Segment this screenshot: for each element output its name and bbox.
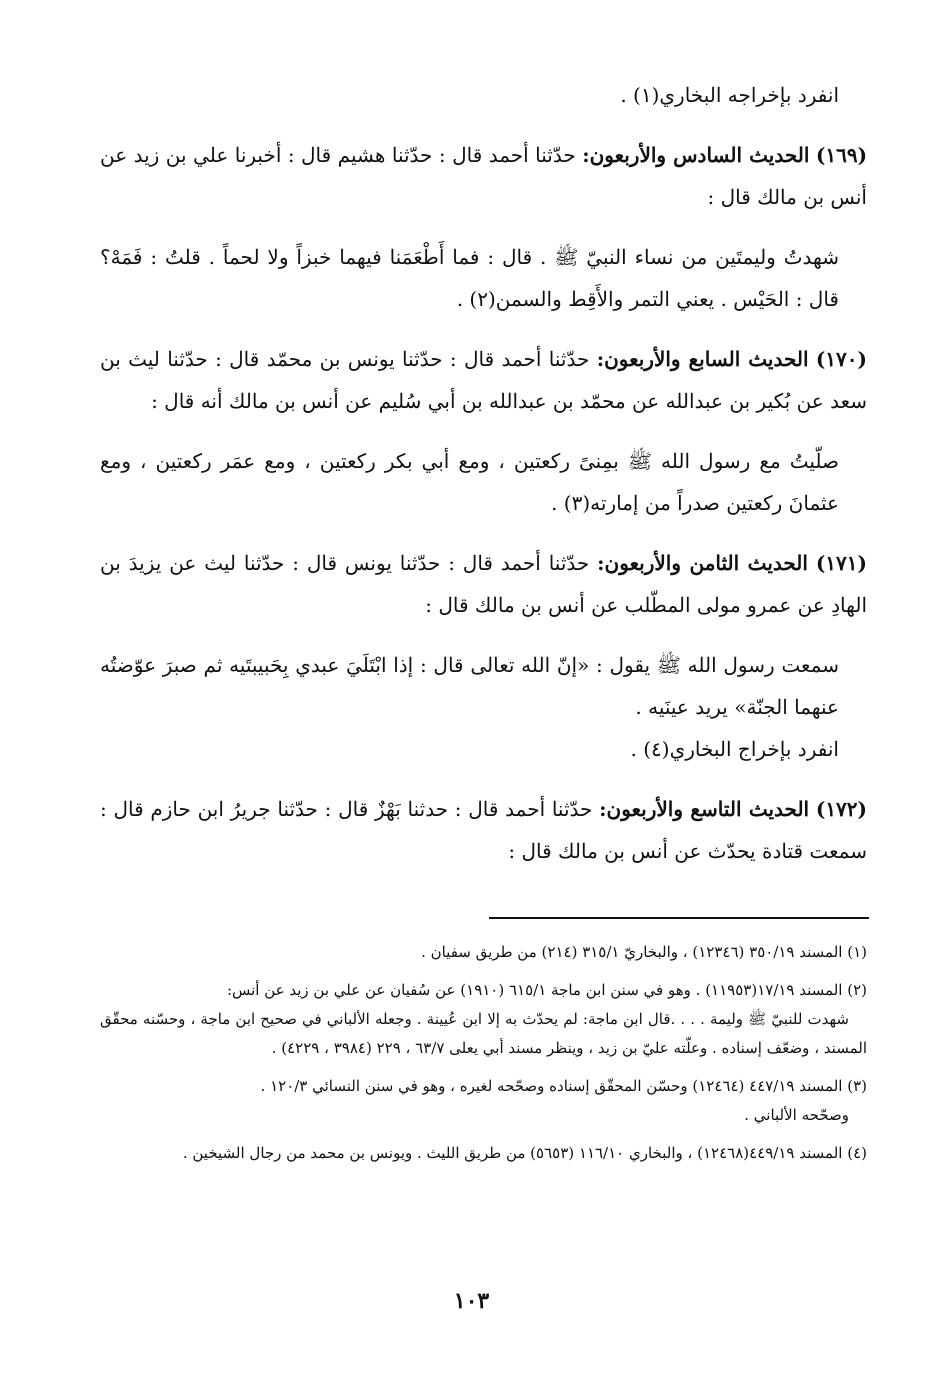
hadith-title: الحديث التاسع والأربعون:	[599, 797, 810, 821]
hadith-isnad: حدّثنا أحمد قال : حدثنا بَهْزٌ قال : حدّثنا جريرُ ابن حازم قال : سمعت قتادة يحدّث عن أنس بن مالك قال :	[100, 797, 867, 863]
footnote-separator	[489, 917, 869, 919]
footnote-continuation: وصحّحه الألباني .	[744, 1106, 849, 1124]
hadith-isnad: حدّثنا أحمد قال : حدّثنا هشيم قال : أخبرنا علي بن زيد عن أنس بن مالك قال :	[100, 143, 867, 209]
hadith-title: الحديث الثامن والأربعون:	[597, 551, 808, 575]
footnote-text: (٣) المسند ٤٤٧/١٩ (١٢٤٦٤) وحسّن المحقّق إسناده وصحّحه لغيره ، وهو في سنن النسائي ١٢٠/٣ .	[260, 1077, 867, 1095]
page-number: ١٠٣	[453, 1288, 490, 1314]
footnote-text: (١) المسند ٣٥٠/١٩ (١٢٣٤٦) ، والبخاريّ ٣١٥/١ (٢١٤) من طريق سفيان .	[421, 943, 867, 961]
footnote-4	[100, 1139, 867, 1168]
hadith-isnad: حدّثنا أحمد قال : حدّثنا يونس قال : حدّثنا ليث عن يزيدَ بن الهادِ عن عمرو مولى المطّلب عن أنس بن مالك قال :	[100, 551, 867, 617]
footnotes	[100, 938, 867, 1177]
hadith-171-heading	[100, 542, 867, 626]
hadith-title: الحديث السادس والأربعون:	[582, 143, 810, 167]
hadith-isnad: حدّثنا أحمد قال : حدّثنا يونس بن محمّد قال : حدّثنا ليث بن سعد عن بُكير بن عبدالله عن محمّد بن عبدالله بن أبي سُليم عن أنس بن مالك أنه قال :	[100, 347, 867, 413]
hadith-number: (١٧٠)	[815, 347, 867, 371]
hadith-169-text: شهدتُ وليمتَين من نساء النبيّ ﷺ . قال : فما أَطْعَمَنا فيهما خبزاً ولا لحماً . قلتُ : فَمَهْ؟ قال : الحَيْس . يعني التمر والأَقِط والسمن(٢) .	[100, 245, 839, 311]
footnote-continuation: شهدت للنبيّ ﷺ وليمة . . . .قال ابن ماجة: لم يحدّث به إلا ابن عُيينة . وجعله الألباني في صحيح ابن ماجة ، وحسّنه محقّق المسند ، وضعّف إسناده . وعلّته عليّ بن زيد ، وينظر مسند أبي يعلى ٦٣/٧ ، ٢٢٩ (٣٩٨٤ ، ٤٢٢٩) .	[100, 1010, 867, 1057]
hadith-169-heading	[100, 134, 867, 218]
hadith-number: (١٦٩)	[815, 143, 868, 167]
footnote-text: (٤) المسند ٤٤٩/١٩(١٢٤٦٨) ، والبخاري ١١٦/١٠ (٥٦٥٣) من طريق الليث . ويونس بن محمد من رجال الشيخين .	[182, 1144, 867, 1162]
footnote-3	[100, 1072, 867, 1130]
hadith-171-text: سمعت رسول الله ﷺ يقول : «إنّ الله تعالى قال : إذا ابْتَلَيَ عبدي بِحَبيبتَيه ثم صبرَ عوّضتُه عنهما الجنّة» يريد عينَيه .	[100, 653, 839, 719]
hadith-170-text: صلّيتُ مع رسول الله ﷺ بمِنىً ركعتين ، ومع أبي بكر ركعتين ، ومع عمَر ركعتين ، ومع عثمانَ ركعتين صدراً من إمارته(٣) .	[100, 449, 839, 515]
hadith-title: الحديث السابع والأربعون:	[596, 347, 809, 371]
attribution-note-bukhari-2: انفرد بإخراج البخاري(٤) .	[630, 737, 839, 761]
hadith-172-heading	[100, 788, 867, 872]
footnote-1	[100, 938, 867, 967]
main-text	[100, 74, 867, 872]
attribution-note-bukhari: انفرد بإخراجه البخاري(١) .	[620, 83, 839, 107]
footnote-text: (٢) المسند ١٧/١٩(١١٩٥٣) . وهو في سنن ابن ماجة ٦١٥/١ (١٩١٠) عن سُفيان عن علي بن زيد عن أنس:	[226, 981, 867, 999]
footnote-2	[100, 976, 867, 1063]
hadith-number: (١٧٢)	[815, 797, 868, 821]
hadith-number: (١٧١)	[815, 551, 867, 575]
hadith-170-heading	[100, 338, 867, 422]
